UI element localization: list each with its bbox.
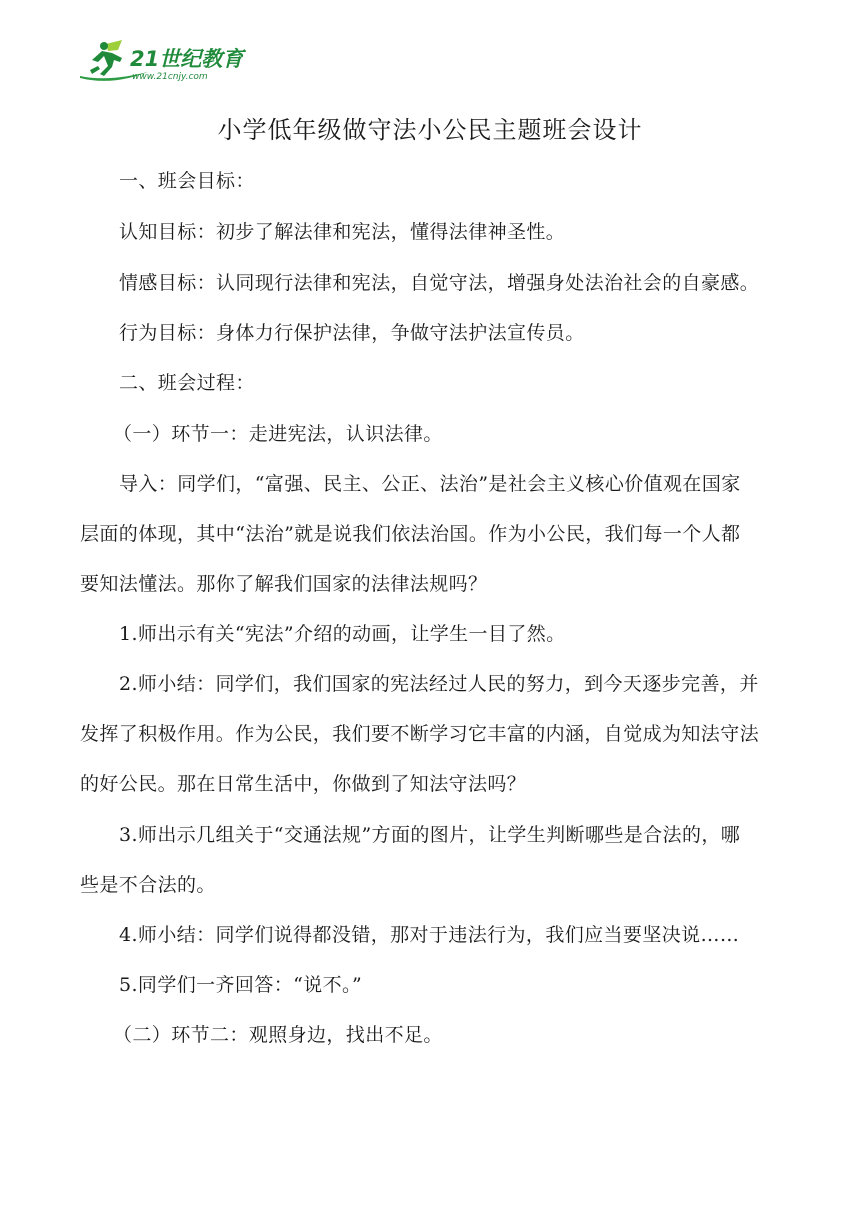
document-title: 小学低年级做守法小公民主题班会设计 — [217, 116, 643, 144]
list-item: 5.同学们一齐回答：“说不。” — [119, 974, 363, 996]
list-item: 2.师小结：同学们，我们国家的宪法经过人民的努力，到今天逐步完善，并 — [119, 673, 759, 695]
section-heading-process: 二、班会过程： — [119, 372, 255, 394]
paragraph-line: 导入：同学们，“富强、民主、公正、法治”是社会主义核心价值观在国家 — [119, 473, 741, 495]
logo-sub-text: www.21cnjy.com — [132, 72, 208, 82]
list-item: 3.师出示几组关于“交通法规”方面的图片，让学生判断哪些是合法的，哪 — [119, 824, 741, 846]
paragraph-line: 认知目标：初步了解法律和宪法，懂得法律神圣性。 — [119, 221, 566, 243]
subsection-heading: （一）环节一：走进宪法，认识法律。 — [113, 423, 443, 445]
paragraph-line: 些是不合法的。 — [80, 874, 216, 896]
list-item: 1.师出示有关“宪法”介绍的动画，让学生一目了然。 — [119, 623, 566, 645]
paragraph-line: 层面的体现，其中“法治”就是说我们依法治国。作为小公民，我们每一个人都 — [80, 523, 741, 545]
paragraph-line: 行为目标：身体力行保护法律，争做守法护法宣传员。 — [119, 322, 585, 344]
logo-main-text: 21世纪教育 — [130, 47, 244, 71]
site-logo — [78, 36, 248, 88]
list-item: 4.师小结：同学们说得都没错，那对于违法行为，我们应当要坚决说…… — [119, 924, 740, 946]
paragraph-line: 发挥了积极作用。作为公民，我们要不断学习它丰富的内涵，自觉成为知法守法 — [80, 723, 760, 745]
subsection-heading: （二）环节二：观照身边，找出不足。 — [113, 1024, 443, 1046]
paragraph-line: 的好公民。那在日常生活中，你做到了知法守法吗？ — [80, 773, 527, 795]
runner-logo-icon — [78, 36, 248, 88]
paragraph-line: 要知法懂法。那你了解我们国家的法律法规吗？ — [80, 573, 488, 595]
paragraph-line: 情感目标：认同现行法律和宪法，自觉守法，增强身处法治社会的自豪感。 — [119, 272, 760, 294]
section-heading-goals: 一、班会目标： — [119, 170, 255, 192]
